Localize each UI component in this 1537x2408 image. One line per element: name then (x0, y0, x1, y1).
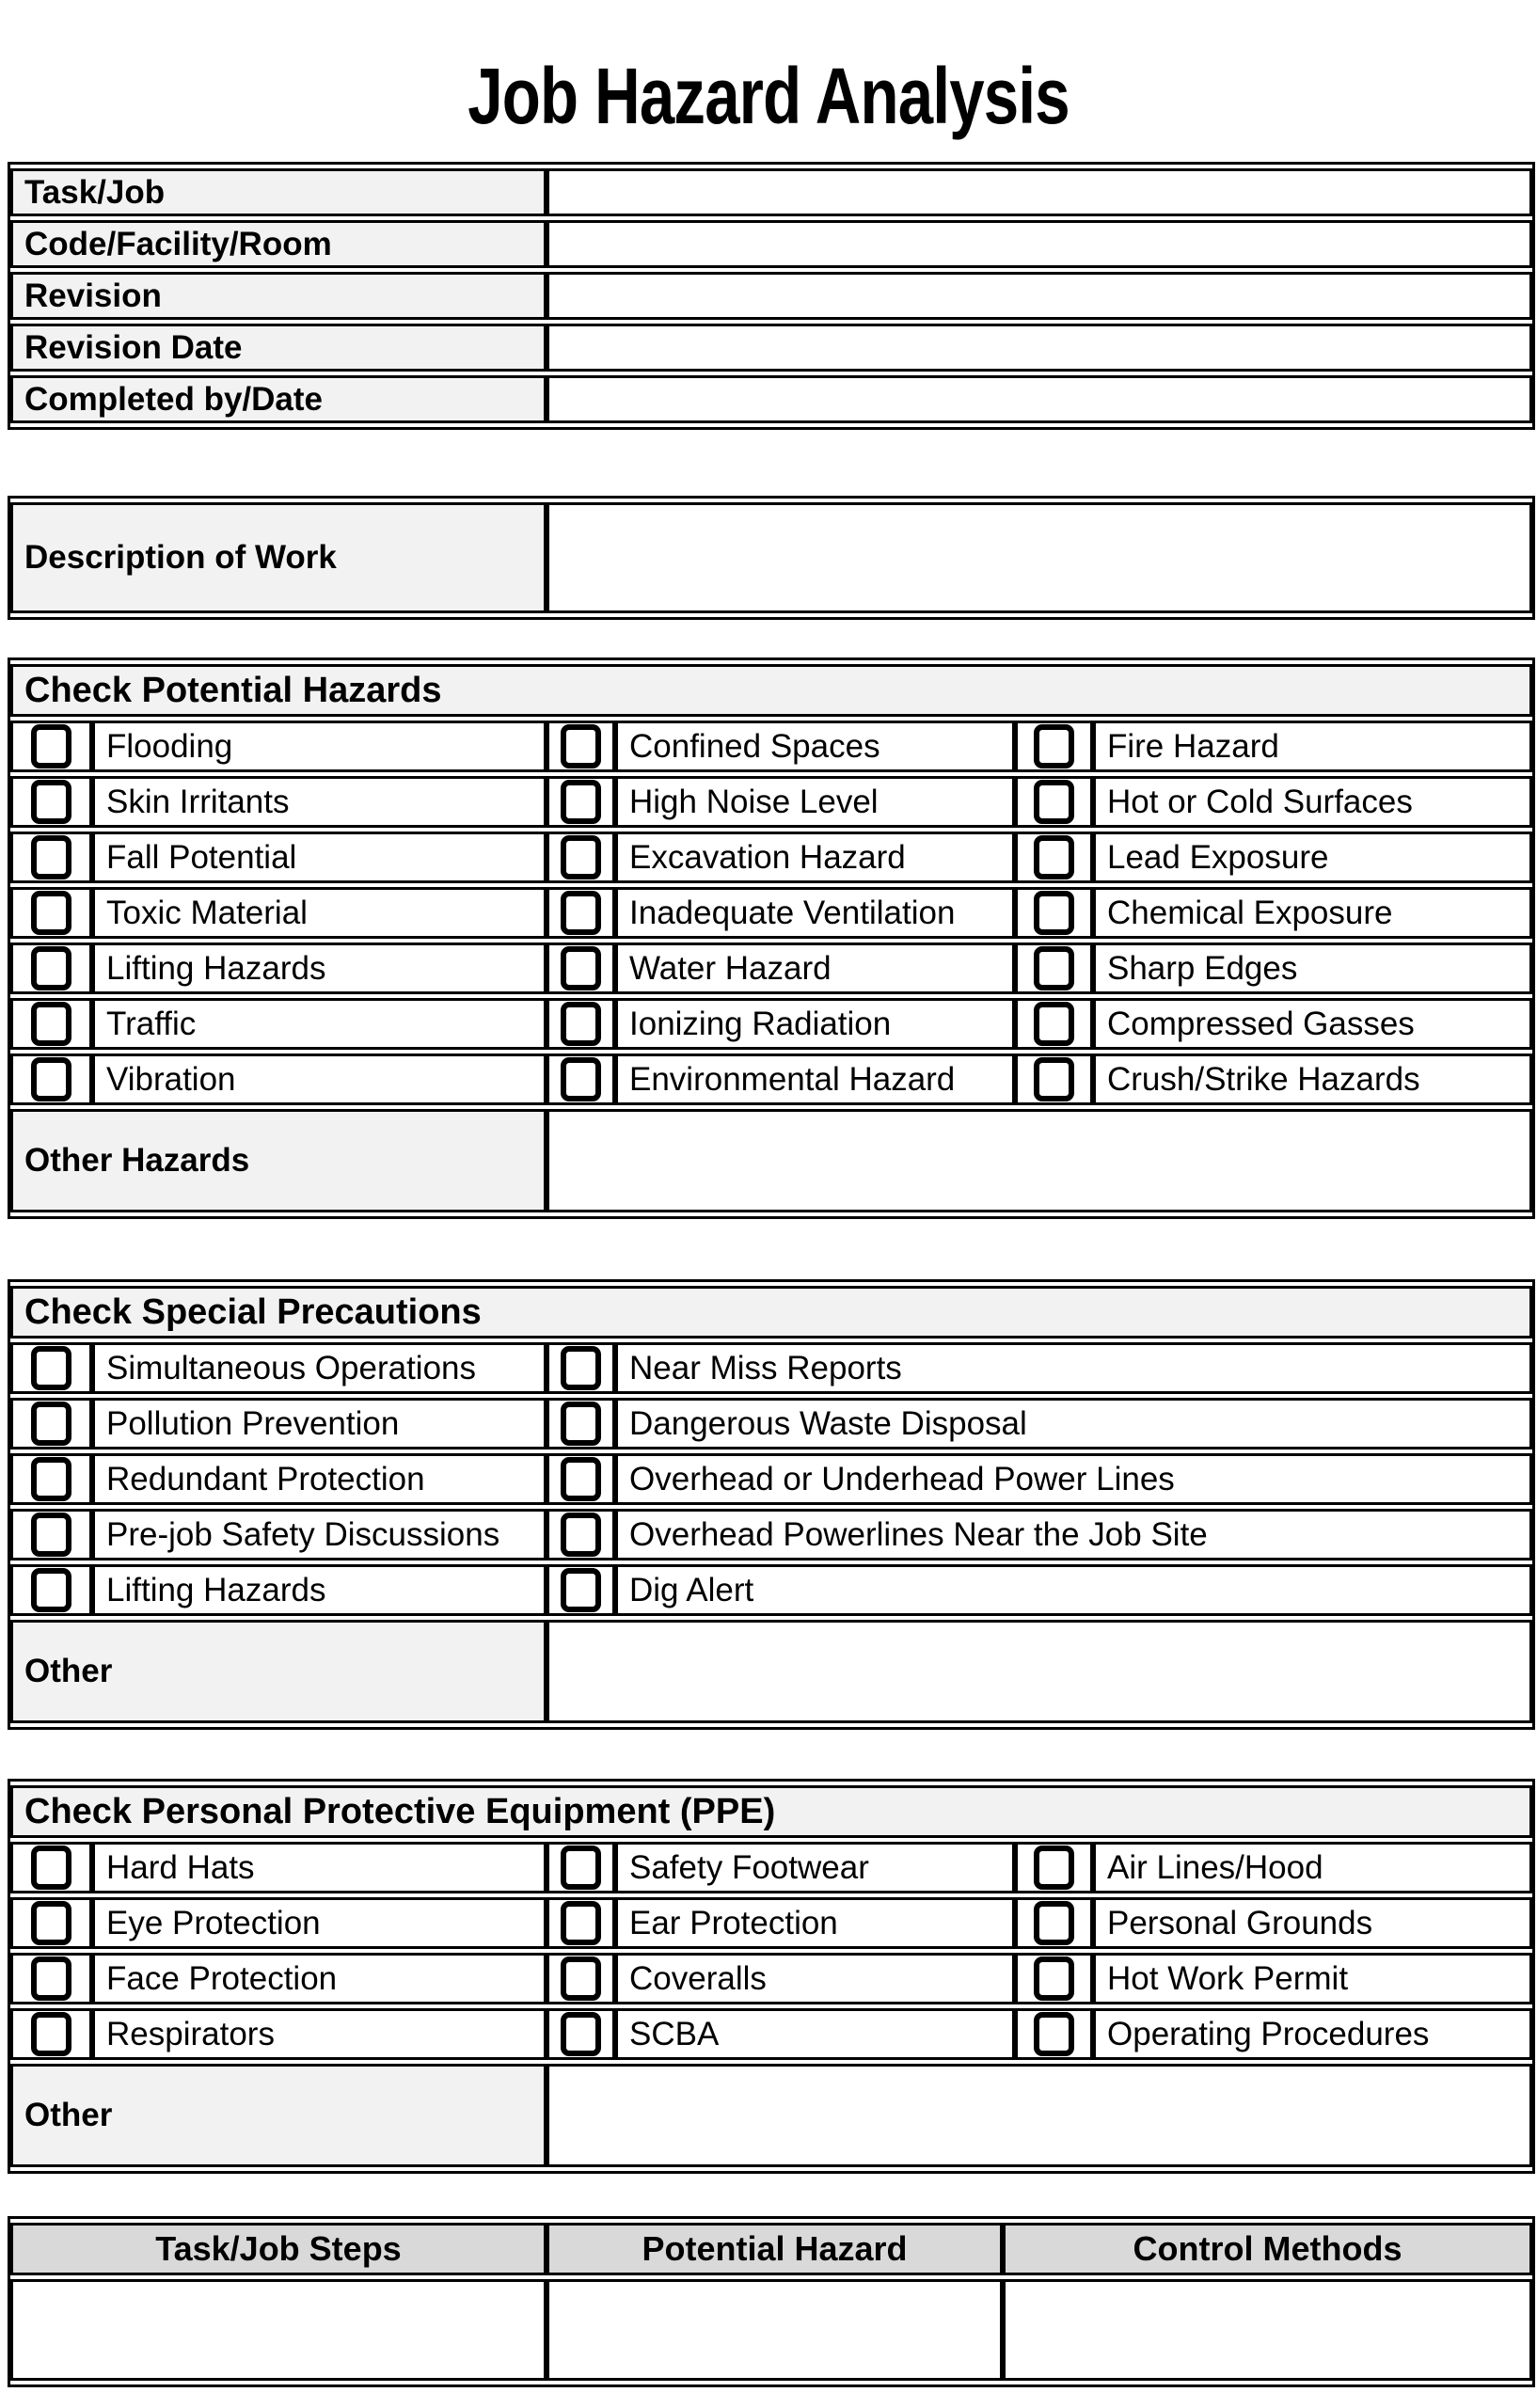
other-input-potential-hazards[interactable] (547, 1109, 1532, 1212)
label-lead-exposure: Lead Exposure (1093, 832, 1532, 883)
label-sharp-edges: Sharp Edges (1093, 943, 1532, 994)
checkbox-row (10, 1054, 1532, 1105)
checkbox-row (10, 721, 1532, 772)
field-row-revision-date (10, 324, 1532, 372)
other-label-potential-hazards: Other Hazards (10, 1109, 547, 1212)
other-row-ppe (10, 2064, 1532, 2167)
steps-header-row (10, 2223, 1532, 2275)
checkbox-eye-protection[interactable] (31, 1901, 71, 1945)
label-dig-alert: Dig Alert (615, 1564, 1532, 1616)
checkbox-row (10, 1842, 1532, 1893)
checkbox-row (10, 776, 1532, 828)
section-header-row-ppe (10, 1785, 1532, 1838)
checkbox-high-noise-level[interactable] (561, 780, 601, 824)
field-row-code-facility-room (10, 220, 1532, 268)
checkbox-cell-confined-spaces (547, 721, 615, 772)
checkbox-flooding[interactable] (31, 724, 71, 768)
checkbox-overhead-powerlines-near-the-job-site[interactable] (561, 1513, 601, 1557)
label-excavation-hazard: Excavation Hazard (615, 832, 1015, 883)
label-hard-hats: Hard Hats (92, 1842, 547, 1893)
checkbox-cell-coveralls (547, 1953, 615, 2004)
checkbox-cell-lifting-hazards (10, 943, 92, 994)
checkbox-cell-fire-hazard (1015, 721, 1093, 772)
label-environmental-hazard: Environmental Hazard (615, 1054, 1015, 1105)
label-ear-protection: Ear Protection (615, 1897, 1015, 1949)
checkbox-respirators[interactable] (31, 2012, 71, 2056)
checkbox-cell-sharp-edges (1015, 943, 1093, 994)
other-row-special-precautions (10, 1620, 1532, 1723)
steps-row (10, 2279, 1532, 2381)
checkbox-cell-simultaneous-operations (10, 1342, 92, 1394)
description-of-work-input[interactable] (547, 502, 1532, 613)
section-header-row-special-precautions (10, 1286, 1532, 1339)
header-fields-table (8, 162, 1535, 430)
checkbox-chemical-exposure[interactable] (1034, 891, 1074, 935)
checkbox-cell-respirators (10, 2008, 92, 2060)
checkbox-cell-hard-hats (10, 1842, 92, 1893)
label-toxic-material: Toxic Material (92, 887, 547, 939)
checkbox-cell-near-miss-reports (547, 1342, 615, 1394)
label-scba: SCBA (615, 2008, 1015, 2060)
checkbox-row (10, 1453, 1532, 1505)
other-input-special-precautions[interactable] (547, 1620, 1532, 1723)
checkbox-cell-crush-strike-hazards (1015, 1054, 1093, 1105)
ppe-table (8, 1779, 1535, 2174)
checkbox-simultaneous-operations[interactable] (31, 1346, 71, 1390)
checkbox-cell-scba (547, 2008, 615, 2060)
checkbox-hard-hats[interactable] (31, 1846, 71, 1890)
checkbox-traffic[interactable] (31, 1002, 71, 1046)
label-eye-protection: Eye Protection (92, 1897, 547, 1949)
label-overhead-or-underhead-power-lines: Overhead or Underhead Power Lines (615, 1453, 1532, 1505)
checkbox-cell-toxic-material (10, 887, 92, 939)
field-input-revision-date[interactable] (547, 324, 1532, 372)
field-row-revision (10, 272, 1532, 320)
checkbox-row (10, 2008, 1532, 2060)
label-ionizing-radiation: Ionizing Radiation (615, 998, 1015, 1050)
column-header-potential-hazard: Potential Hazard (547, 2223, 1003, 2275)
checkbox-scba[interactable] (561, 2012, 601, 2056)
checkbox-ionizing-radiation[interactable] (561, 1002, 601, 1046)
checkbox-row (10, 1398, 1532, 1450)
checkbox-skin-irritants[interactable] (31, 780, 71, 824)
checkbox-cell-pre-job-safety-discussions (10, 1509, 92, 1560)
checkbox-cell-vibration (10, 1054, 92, 1105)
checkbox-cell-traffic (10, 998, 92, 1050)
label-safety-footwear: Safety Footwear (615, 1842, 1015, 1893)
checkbox-cell-ionizing-radiation (547, 998, 615, 1050)
field-input-code-facility-room[interactable] (547, 220, 1532, 268)
label-near-miss-reports: Near Miss Reports (615, 1342, 1532, 1394)
label-overhead-powerlines-near-the-job-site: Overhead Powerlines Near the Job Site (615, 1509, 1532, 1560)
checkbox-ear-protection[interactable] (561, 1901, 601, 1945)
checkbox-cell-pollution-prevention (10, 1398, 92, 1450)
checkbox-cell-hot-work-permit (1015, 1953, 1093, 2004)
checkbox-hot-or-cold-surfaces[interactable] (1034, 780, 1074, 824)
checkbox-coveralls[interactable] (561, 1956, 601, 2001)
checkbox-cell-compressed-gasses (1015, 998, 1093, 1050)
checkbox-lifting-hazards[interactable] (31, 946, 71, 990)
checkbox-cell-overhead-powerlines-near-the-job-site (547, 1509, 615, 1560)
label-hot-work-permit: Hot Work Permit (1093, 1953, 1532, 2004)
checkbox-fall-potential[interactable] (31, 835, 71, 879)
field-label-code-facility-room: Code/Facility/Room (10, 220, 547, 268)
checkbox-excavation-hazard[interactable] (561, 835, 601, 879)
other-row-potential-hazards (10, 1109, 1532, 1212)
checkbox-cell-eye-protection (10, 1897, 92, 1949)
label-flooding: Flooding (92, 721, 547, 772)
label-fire-hazard: Fire Hazard (1093, 721, 1532, 772)
field-row-task-job (10, 168, 1532, 216)
label-air-lines-hood: Air Lines/Hood (1093, 1842, 1532, 1893)
checkbox-cell-chemical-exposure (1015, 887, 1093, 939)
checkbox-crush-strike-hazards[interactable] (1034, 1057, 1074, 1101)
field-row-completed-by-date (10, 375, 1532, 423)
checkbox-cell-hot-or-cold-surfaces (1015, 776, 1093, 828)
step-input-cell[interactable] (547, 2279, 1003, 2381)
checkbox-row (10, 1509, 1532, 1560)
other-label-ppe: Other (10, 2064, 547, 2167)
checkbox-sharp-edges[interactable] (1034, 946, 1074, 990)
label-fall-potential: Fall Potential (92, 832, 547, 883)
checkbox-water-hazard[interactable] (561, 946, 601, 990)
label-face-protection: Face Protection (92, 1953, 547, 2004)
label-dangerous-waste-disposal: Dangerous Waste Disposal (615, 1398, 1532, 1450)
checkbox-cell-personal-grounds (1015, 1897, 1093, 1949)
field-label-task-job: Task/Job (10, 168, 547, 216)
label-personal-grounds: Personal Grounds (1093, 1897, 1532, 1949)
checkbox-cell-redundant-protection (10, 1453, 92, 1505)
label-hot-or-cold-surfaces: Hot or Cold Surfaces (1093, 776, 1532, 828)
checkbox-toxic-material[interactable] (31, 891, 71, 935)
checkbox-cell-ear-protection (547, 1897, 615, 1949)
checkbox-cell-skin-irritants (10, 776, 92, 828)
description-of-work-label: Description of Work (10, 502, 547, 613)
other-label-special-precautions: Other (10, 1620, 547, 1723)
field-input-completed-by-date[interactable] (547, 375, 1532, 423)
checkbox-redundant-protection[interactable] (31, 1457, 71, 1501)
label-coveralls: Coveralls (615, 1953, 1015, 2004)
checkbox-row (10, 887, 1532, 939)
label-lifting-hazards: Lifting Hazards (92, 1564, 547, 1616)
label-operating-procedures: Operating Procedures (1093, 2008, 1532, 2060)
checkbox-air-lines-hood[interactable] (1034, 1846, 1074, 1890)
column-header-control-methods: Control Methods (1003, 2223, 1532, 2275)
potential-hazards-table (8, 657, 1535, 1219)
checkbox-fire-hazard[interactable] (1034, 724, 1074, 768)
checkbox-near-miss-reports[interactable] (561, 1346, 601, 1390)
checkbox-lead-exposure[interactable] (1034, 835, 1074, 879)
special-precautions-table (8, 1279, 1535, 1730)
steps-table (8, 2216, 1535, 2387)
label-high-noise-level: High Noise Level (615, 776, 1015, 828)
checkbox-row (10, 1897, 1532, 1949)
label-inadequate-ventilation: Inadequate Ventilation (615, 887, 1015, 939)
checkbox-cell-lifting-hazards (10, 1564, 92, 1616)
checkbox-row (10, 943, 1532, 994)
label-pre-job-safety-discussions: Pre-job Safety Discussions (92, 1509, 547, 1560)
checkbox-operating-procedures[interactable] (1034, 2012, 1074, 2056)
field-label-completed-by-date: Completed by/Date (10, 375, 547, 423)
checkbox-dig-alert[interactable] (561, 1568, 601, 1612)
checkbox-environmental-hazard[interactable] (561, 1057, 601, 1101)
label-crush-strike-hazards: Crush/Strike Hazards (1093, 1054, 1532, 1105)
checkbox-hot-work-permit[interactable] (1034, 1956, 1074, 2001)
checkbox-overhead-or-underhead-power-lines[interactable] (561, 1457, 601, 1501)
checkbox-cell-safety-footwear (547, 1842, 615, 1893)
checkbox-lifting-hazards[interactable] (31, 1568, 71, 1612)
label-vibration: Vibration (92, 1054, 547, 1105)
checkbox-pre-job-safety-discussions[interactable] (31, 1513, 71, 1557)
section-heading-potential-hazards: Check Potential Hazards (10, 664, 1532, 717)
checkbox-cell-excavation-hazard (547, 832, 615, 883)
checkbox-cell-water-hazard (547, 943, 615, 994)
section-header-row-potential-hazards (10, 664, 1532, 717)
section-heading-special-precautions: Check Special Precautions (10, 1286, 1532, 1339)
checkbox-face-protection[interactable] (31, 1956, 71, 2001)
checkbox-cell-air-lines-hood (1015, 1842, 1093, 1893)
checkbox-pollution-prevention[interactable] (31, 1402, 71, 1446)
checkbox-confined-spaces[interactable] (561, 724, 601, 768)
column-header-task-job-steps: Task/Job Steps (10, 2223, 547, 2275)
checkbox-cell-dangerous-waste-disposal (547, 1398, 615, 1450)
field-input-task-job[interactable] (547, 168, 1532, 216)
label-confined-spaces: Confined Spaces (615, 721, 1015, 772)
label-skin-irritants: Skin Irritants (92, 776, 547, 828)
checkbox-cell-overhead-or-underhead-power-lines (547, 1453, 615, 1505)
checkbox-cell-dig-alert (547, 1564, 615, 1616)
step-input-cell[interactable] (10, 2279, 547, 2381)
section-heading-ppe: Check Personal Protective Equipment (PPE) (10, 1785, 1532, 1838)
label-lifting-hazards: Lifting Hazards (92, 943, 547, 994)
checkbox-row (10, 998, 1532, 1050)
checkbox-vibration[interactable] (31, 1057, 71, 1101)
label-pollution-prevention: Pollution Prevention (92, 1398, 547, 1450)
field-label-revision-date: Revision Date (10, 324, 547, 372)
label-redundant-protection: Redundant Protection (92, 1453, 547, 1505)
label-compressed-gasses: Compressed Gasses (1093, 998, 1532, 1050)
checkbox-row (10, 832, 1532, 883)
checkbox-cell-operating-procedures (1015, 2008, 1093, 2060)
checkbox-inadequate-ventilation[interactable] (561, 891, 601, 935)
form-title: Job Hazard Analysis (467, 52, 1070, 140)
checkbox-dangerous-waste-disposal[interactable] (561, 1402, 601, 1446)
label-chemical-exposure: Chemical Exposure (1093, 887, 1532, 939)
checkbox-row (10, 1953, 1532, 2004)
checkbox-cell-environmental-hazard (547, 1054, 615, 1105)
checkbox-cell-flooding (10, 721, 92, 772)
step-input-cell[interactable] (1003, 2279, 1532, 2381)
field-label-revision: Revision (10, 272, 547, 320)
checkbox-cell-inadequate-ventilation (547, 887, 615, 939)
checkbox-compressed-gasses[interactable] (1034, 1002, 1074, 1046)
checkbox-row (10, 1342, 1532, 1394)
checkbox-cell-lead-exposure (1015, 832, 1093, 883)
checkbox-cell-fall-potential (10, 832, 92, 883)
label-water-hazard: Water Hazard (615, 943, 1015, 994)
checkbox-personal-grounds[interactable] (1034, 1901, 1074, 1945)
label-traffic: Traffic (92, 998, 547, 1050)
checkbox-cell-face-protection (10, 1953, 92, 2004)
checkbox-safety-footwear[interactable] (561, 1846, 601, 1890)
checkbox-cell-high-noise-level (547, 776, 615, 828)
other-input-ppe[interactable] (547, 2064, 1532, 2167)
field-input-revision[interactable] (547, 272, 1532, 320)
label-respirators: Respirators (92, 2008, 547, 2060)
description-table (8, 496, 1535, 620)
checkbox-row (10, 1564, 1532, 1616)
label-simultaneous-operations: Simultaneous Operations (92, 1342, 547, 1394)
